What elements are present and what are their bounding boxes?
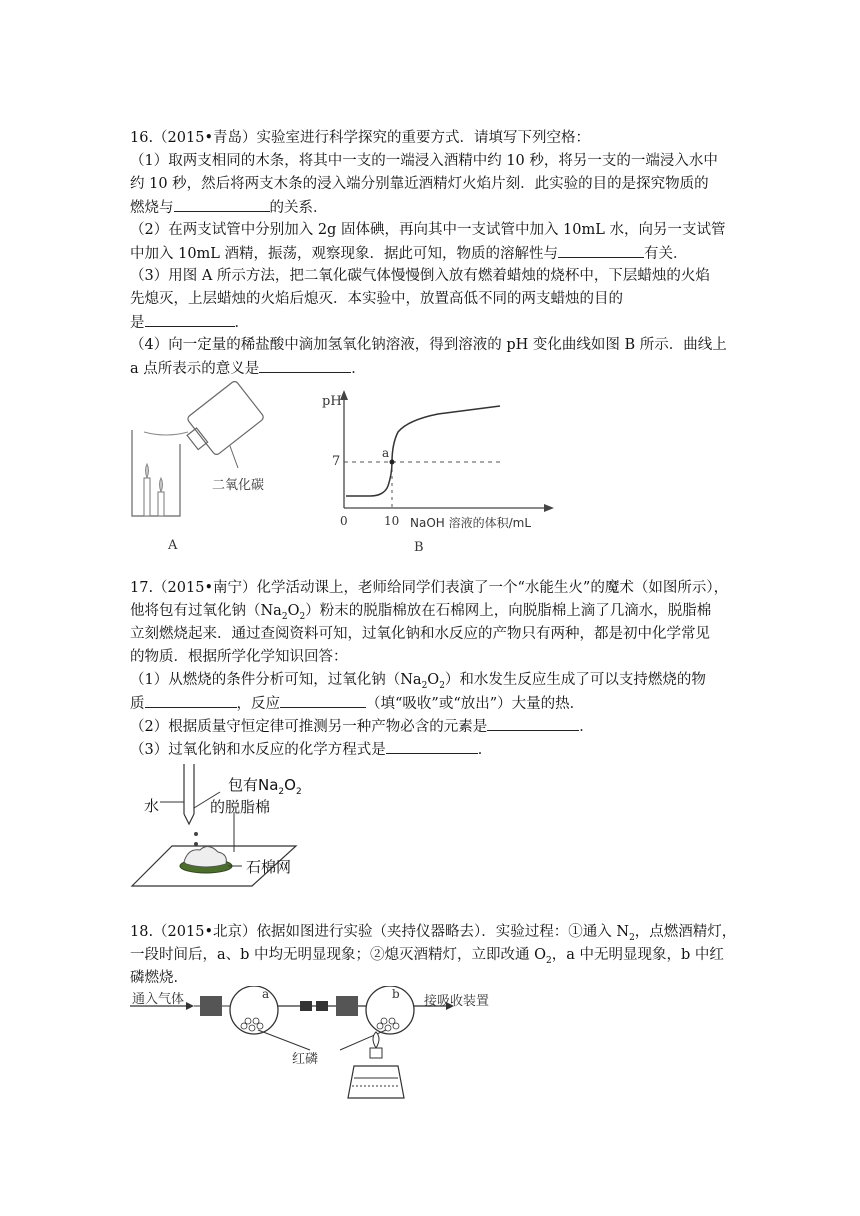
- q16-part1-line2: 约 10 秒，然后将两支木条的浸入端分别靠近酒精灯火焰片刻．此实验的目的是探究物质的: [130, 176, 709, 192]
- q16-part4-line1: （4）向一定量的稀盐酸中滴加氢氧化钠溶液，得到溶液的 pH 变化曲线如图 B 所示．曲线上: [130, 337, 727, 353]
- figure-q18-outlet-label: 接吸收装置: [424, 994, 490, 1009]
- q17-text: （填“吸收”或“放出”）大量的热．: [366, 696, 585, 712]
- q17-text: ．: [579, 719, 594, 735]
- q17-heading-line4: 的物质．根据所学化学知识回答：: [130, 649, 348, 665]
- q17-part2: [130, 716, 594, 737]
- q18-text: ，a 中无明显现象，b 中红: [551, 947, 724, 963]
- q18-line3: 磷燃烧．: [130, 970, 188, 986]
- subscript: 2: [546, 955, 552, 966]
- figure-b-y-label: pH: [322, 394, 342, 409]
- figure-a-gas-label: 二氧化碳: [212, 478, 265, 493]
- q18-line2: [130, 945, 724, 971]
- q16-part1-line1: （1）取两支相同的木条，将其中一支的一端浸入酒精中约 10 秒，将另一支的一端浸入水中: [130, 153, 718, 169]
- answer-blank[interactable]: [280, 693, 366, 708]
- figure-b-x0: 0: [340, 514, 348, 528]
- q17-text: ）粉末的脱脂棉放在石棉网上，向脱脂棉上滴了几滴水，脱脂棉: [305, 603, 712, 619]
- figure-q18-inlet-label: 通入气体: [132, 992, 185, 1007]
- q18-text: ，点燃酒精灯，: [634, 924, 737, 940]
- figure-q18-label-a: a: [262, 987, 270, 1001]
- answer-blank[interactable]: [487, 716, 579, 731]
- q17-text: ）和水发生反应生成了可以支持燃烧的物: [444, 672, 706, 688]
- q16-part2-text-b: 有关．: [644, 246, 688, 262]
- q16-part4-line2: [130, 358, 366, 379]
- q17-text: 质: [130, 696, 145, 712]
- figure-q18-label-b: b: [392, 987, 400, 1001]
- q17-text: 他将包有过氧化钠（Na: [130, 603, 282, 619]
- subscript: 2: [281, 611, 288, 622]
- answer-blank[interactable]: [558, 243, 644, 258]
- q17-text: ．: [477, 742, 493, 758]
- q17-heading-line3: 立刻燃烧起来．通过查阅资料可知，过氧化钠和水反应的产物只有两种，都是初中化学常见: [130, 626, 710, 642]
- subscript: 2: [299, 611, 306, 622]
- q17-part3: [130, 739, 492, 760]
- q18-text: 一段时间后，a、b 中均无明显现象；②熄灭酒精灯，立即改通 O: [130, 947, 547, 963]
- q16-part1-text-b: 的关系．: [269, 200, 328, 216]
- figure-a-co2-pouring: [126, 380, 286, 560]
- subscript: 2: [295, 787, 302, 797]
- q16-part3-text-b: ．: [234, 315, 249, 331]
- q16-part3-line3: [130, 312, 249, 333]
- figure-b-x10: 10: [384, 514, 400, 528]
- subscript: 2: [278, 787, 285, 797]
- figure-b-y7: 7: [332, 454, 341, 469]
- q17-fig-text: O: [284, 776, 296, 794]
- q17-heading-line1: 17.（2015•南宁）化学活动课上，老师给同学们表演了一个“水能生火”的魔术（如图所示），: [130, 580, 729, 596]
- subscript: 2: [629, 932, 635, 943]
- figure-b-ph-curve: [318, 388, 558, 523]
- q17-text: （1）从燃烧的条件分析可知，过氧化钠（Na: [130, 672, 422, 688]
- q17-part1-line2: [130, 693, 584, 714]
- subscript: 2: [439, 680, 445, 691]
- q17-text: （2）根据质量守恒定律可推测另一种产物必含的元素是: [130, 719, 488, 735]
- figure-q17-net-label: 石棉网: [246, 858, 292, 876]
- q16-part1-text-a: 燃烧与: [130, 200, 174, 216]
- q18-text: 18.（2015•北京）依据如图进行实验（夹持仪器略去）．实验过程：①通入 N: [130, 924, 630, 940]
- answer-blank[interactable]: [145, 312, 235, 327]
- subscript: 2: [421, 680, 428, 691]
- q16-part2-text-a: 中加入 10mL 酒精，振荡，观察现象．据此可知，物质的溶解性与: [130, 246, 559, 262]
- answer-blank[interactable]: [174, 197, 270, 212]
- figure-q17-water-label: 水: [144, 797, 160, 815]
- q16-part4-text-b: ．: [351, 361, 366, 377]
- figure-q18-phosphorus-label: 红磷: [292, 1052, 319, 1067]
- q17-fig-text: 包有Na: [228, 776, 279, 794]
- q17-text: ，反应: [236, 696, 280, 712]
- figure-b-caption: B: [414, 540, 424, 555]
- answer-blank[interactable]: [386, 739, 478, 754]
- answer-blank[interactable]: [145, 693, 237, 708]
- q16-part2-line2: [130, 243, 688, 264]
- q17-text: O: [427, 672, 440, 688]
- q16-part1-line3: [130, 197, 328, 218]
- q16-part4-text-a: a 点所表示的意义是: [130, 361, 260, 377]
- q17-text: O: [287, 603, 300, 619]
- q16-part3-line2: 先熄灭，上层蜡烛的火焰后熄灭．本实验中，放置高低不同的两支蜡烛的目的: [130, 291, 623, 307]
- q16-heading: 16.（2015•青岛）实验室进行科学探究的重要方式．请填写下列空格：: [130, 130, 591, 146]
- q16-part3-line1: （3）用图 A 所示方法，把二氧化碳气体慢慢倒入放有燃着蜡烛的烧杯中，下层蜡烛的火焰: [130, 268, 710, 284]
- q17-part1-line1: [130, 670, 706, 696]
- q18-line1: [130, 922, 736, 948]
- figure-b-point-label: a: [382, 446, 390, 460]
- figure-a-caption: A: [168, 538, 178, 553]
- figure-q17-cotton-label-line1: [228, 774, 302, 797]
- point-a: [390, 460, 395, 465]
- q16-part3-text-a: 是: [130, 315, 145, 331]
- q17-text: （3）过氧化钠和水反应的化学方程式是: [130, 742, 386, 758]
- answer-blank[interactable]: [259, 358, 351, 373]
- figure-b-x-label: NaOH 溶液的体积/mL: [410, 516, 532, 530]
- figure-q17-cotton-label-line2: 的脱脂棉: [210, 798, 271, 816]
- q16-part2-line1: （2）在两支试管中分别加入 2g 固体碘，再向其中一支试管中加入 10mL 水，向另一支试管: [130, 222, 726, 238]
- q17-heading-line2: [130, 601, 711, 627]
